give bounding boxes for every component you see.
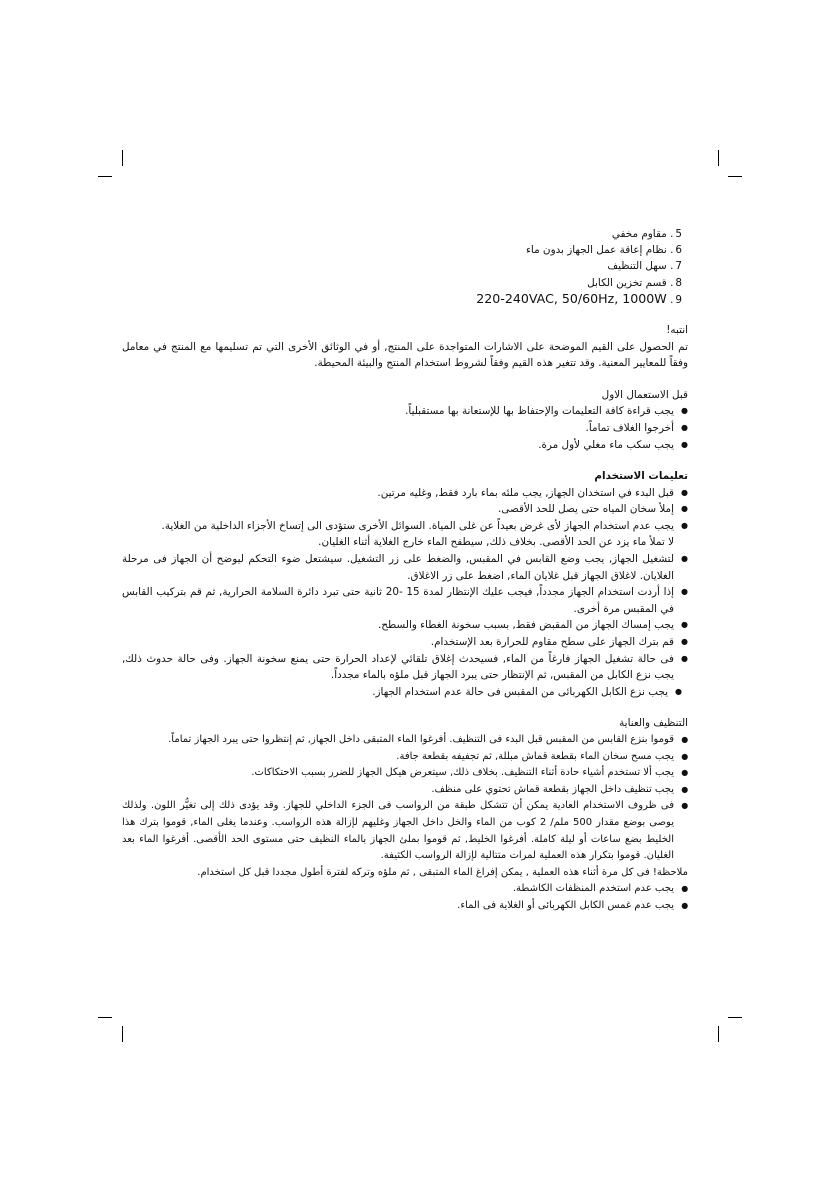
cleaning-title: التنظيف والعناية	[619, 717, 688, 730]
spec-item: 9. 220-240VAC, 50/60Hz, 1000W	[476, 290, 682, 306]
spec-number: 5	[675, 228, 682, 240]
instructions-list-2	[122, 551, 688, 700]
crop-mark	[718, 1026, 719, 1042]
attention-title: انتبه!	[666, 323, 688, 336]
spec-text: 220-240VAC, 50/60Hz, 1000W	[476, 290, 667, 306]
spec-text: مقاوم مخفي	[611, 228, 667, 240]
list-item: ● يجب سكب ماء مغلي لأول مرة.	[122, 437, 674, 454]
spec-list	[122, 226, 682, 307]
list-item: ● يجب عدم استخدم المنظفات الكاشطة.	[122, 881, 674, 898]
crop-mark	[122, 150, 123, 166]
crop-mark	[122, 1026, 123, 1042]
crop-mark	[98, 176, 112, 177]
spec-item: 5. مقاوم مخفي	[611, 228, 682, 240]
cleaning-list	[122, 732, 688, 865]
overfill-warning: لا تملأ ماء يزد عن الحد الأقصى. بخلاف ذلك, سيطفح الماء خارج الغلاية أثناء الغليان.	[318, 536, 674, 549]
spec-number: 7	[675, 260, 682, 273]
list-item: ● إذا أردت استخدام الجهاز مجدداً, فيجب عليك الإنتظار لمدة 15 -20 ثانية حتى تبرد دائرة السلامة الحرارية, ثم قم بتركيب القابس في المقبس مرة أخرى.	[122, 584, 674, 617]
instructions-list	[122, 485, 688, 535]
list-item: ● إملأ سخان المياه حتى يصل للحد الأقصى.	[122, 501, 674, 518]
spec-text: نظام إعاقة عمل الجهاز بدون ماء	[526, 244, 667, 257]
list-item: ● يجب عدم استخدام الجهاز لأى غرض بعيداً عن غلى المياة. السوائل الأخرى ستؤدى الى إتساخ الأجزاء الداخلية من الغلاية.	[122, 518, 674, 535]
list-item: ● يجب عدم غمس الكابل الكهربائى أو الغلاية فى الماء.	[122, 898, 674, 915]
crop-mark	[718, 150, 719, 166]
list-item: ● فى حالة تشغيل الجهاز فارغاً من الماء, فسيحدث إغلاق تلقائي لإعداد الحرارة حتى يمنع سخونة الجهاز. وفى حالة حدوث ذلك, يجب نزع الكابل من المقبس, ثم الإنتظار حتى يبرد الجهاز قبل ملؤه بالماء مجدداً.	[122, 651, 674, 684]
list-item: ● أخرجوا الغلاف تماماً.	[122, 420, 674, 437]
list-item: ● فى ظروف الاستخدام العادية يمكن أن تتشكل طبقة من الرواسب فى الجزء الداخلي للجهاز. وقد يؤدى ذلك إلى تغيُّر اللون. ولذلك يوصى بوضع مقدار 500 ملم/ 2 كوب من الماء والخل داخل الجهاز وغليهم لإزالة هذه الرواسب. وعندما يغلى الماء, قوموا بترك هذا الخليط بضع ساعات أو ليلة كاملة. أفرغوا الخليط, ثم قوموا بملئ الجهاز بالماء النظيف حتى مستوى الحد الأقصى. أفرغوا الماء بعد الغليان. قوموا بتكرار هذه العملية لمرات متتالية لإزالة الرواسب الكثيفة.	[122, 798, 674, 864]
instructions-title: تعليمات الاستخدام	[594, 470, 688, 483]
spec-item: 6. نظام إعاقة عمل الجهاز بدون ماء	[526, 244, 682, 257]
cleaning-list-2	[122, 881, 688, 914]
list-item: ● يجب تنظيف داخل الجهاز بقطعة قماش تحتوي على منظف.	[122, 782, 674, 799]
spec-item: 7. سهل التنظيف	[607, 260, 682, 273]
list-item: ● قم بترك الجهاز على سطح مقاوم للحرارة بعد الإستخدام.	[122, 634, 674, 651]
spec-number: 9	[675, 293, 682, 306]
list-item: ● يجب نزع الكابل الكهربائى من المقبس فى حالة عدم استخدام الجهاز.	[122, 684, 674, 701]
first-use-list	[122, 403, 688, 453]
crop-mark	[98, 1017, 112, 1018]
spec-text: سهل التنظيف	[607, 260, 667, 273]
spec-text: قسم تخزين الكابل	[587, 276, 667, 289]
list-item: ● قبل البدء في استخدان الجهاز, يجب ملئه بماء بارد فقط, وغليه مرتين.	[122, 485, 674, 502]
crop-mark	[728, 176, 742, 177]
list-item: ● لتشغيل الجهاز, يجب وضع القابس في المقبس, والضغط على زر التشغيل. سيشتعل ضوء التحكم ليوضح أن الجهاز فى مرحلة الغلايان. لاغلاق الجهاز قبل غلايان الماء, اضغط على زر الاغلاق.	[122, 551, 674, 584]
manual-page	[122, 226, 688, 915]
spec-number: 8	[675, 276, 682, 289]
attention-text: تم الحصول على القيم الموضحة على الاشارات المتواجدة على المنتج, أو في الوثائق الأخرى التي تم تسليمها مع المنتج في معامل وفقاً للمعايير المعنية. وقد تتغير هذه القيم وفقاً لشروط استخدام المنتج والبيئة المحيطة.	[122, 340, 688, 370]
list-item: ● يجب إمساك الجهاز من المقبض فقط, بسبب سخونة الغطاء والسطح.	[122, 617, 674, 634]
spec-number: 6	[675, 244, 682, 257]
list-item: ● يجب مسح سخان الماء بقطعة قماش مبللة, ثم تجفيفه بقطعة جافة.	[122, 749, 674, 766]
crop-mark	[728, 1017, 742, 1018]
spec-item: 8. قسم تخزين الكابل	[587, 276, 682, 289]
list-item: ● يجب ألا تستخدم أشياء حادة أثناء التنظيف. بخلاف ذلك, سيتعرض هيكل الجهاز للضرر بسبب الاحتكاكات.	[122, 765, 674, 782]
list-item: ● يجب قراءة كافة التعليمات والإحتفاظ بها للإستعانة بها مستقبلياً.	[122, 403, 674, 420]
first-use-title: قبل الاستعمال الاول	[601, 388, 688, 401]
cleaning-note: ملاحظة! فى كل مرة أثناء هذه العملية , يمكن إفراغ الماء المتبقى , ثم ملؤه وتركه لفترة أطول مجددا قبل كل استخدام.	[197, 866, 688, 878]
list-item: ● قوموا بنزع القابس من المقبس قبل البدء فى التنظيف. أفرغوا الماء المتبقى داخل الجهاز, ثم إنتظروا حتى يبرد الجهاز تماماً.	[122, 732, 674, 749]
